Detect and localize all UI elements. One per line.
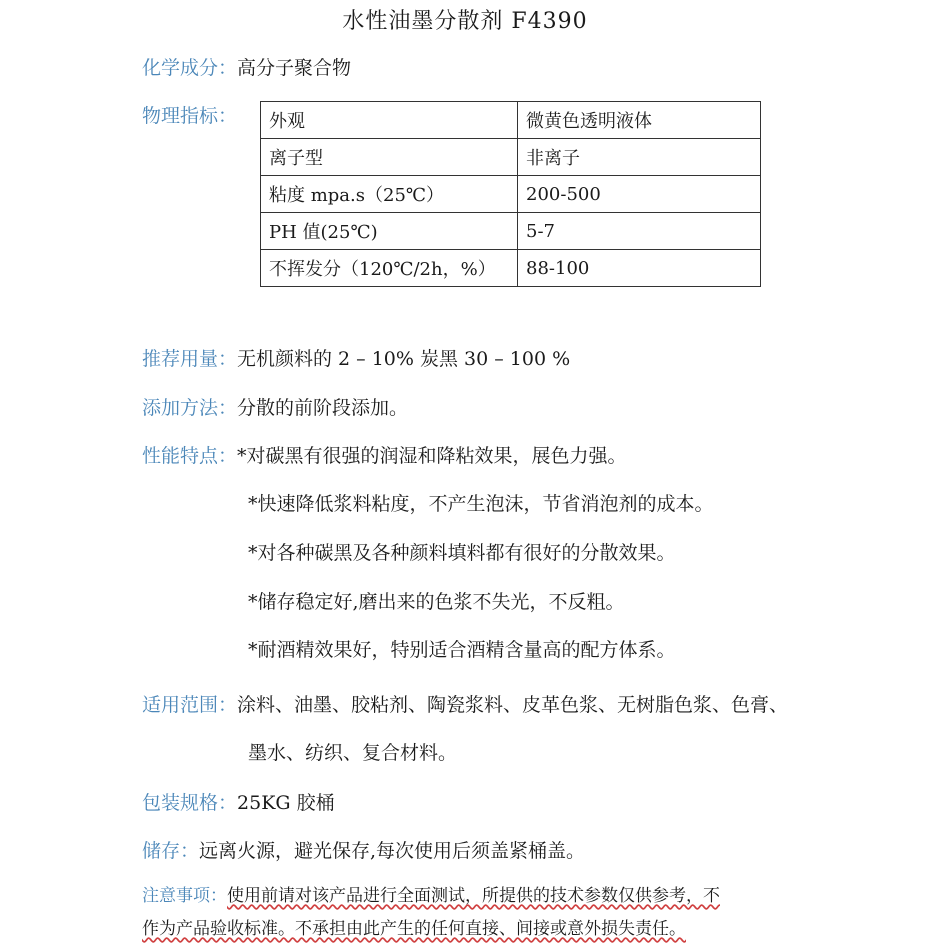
method-row — [142, 393, 408, 420]
spec-key: 不挥发分（120℃/2h，%） — [261, 250, 518, 287]
feature-item: *储存稳定好,磨出来的色浆不失光，不反粗。 — [248, 591, 625, 613]
applications-line1: 涂料、油墨、胶粘剂、陶瓷浆料、皮革色浆、无树脂色浆、色膏、 — [237, 694, 789, 716]
spec-value: 非离子 — [518, 139, 761, 176]
feature-item: *快速降低浆料粘度，不产生泡沫，节省消泡剂的成本。 — [248, 493, 714, 515]
notice-line2: 作为产品验收标准。不承担由此产生的任何直接、间接或意外损失责任。 — [142, 919, 686, 939]
applications-label: 适用范围： — [142, 694, 238, 716]
physical-specs-table — [260, 101, 761, 287]
physical-label: 物理指标： — [142, 105, 238, 127]
method-label: 添加方法： — [142, 397, 238, 419]
table-row — [261, 176, 761, 213]
composition-value: 高分子聚合物 — [237, 57, 352, 79]
storage-value: 远离火源，避光保存,每次使用后须盖紧桶盖。 — [199, 840, 586, 862]
spec-value: 200-500 — [518, 176, 761, 213]
table-row — [261, 213, 761, 250]
packaging-row — [142, 788, 335, 815]
notice-label: 注意事项： — [142, 886, 227, 906]
applications-line2: 墨水、纺织、复合材料。 — [248, 742, 458, 764]
physical-label-row — [142, 101, 237, 128]
spec-value: 88-100 — [518, 250, 761, 287]
spec-key: 外观 — [261, 102, 518, 139]
packaging-label: 包装规格： — [142, 792, 238, 814]
table-row — [261, 139, 761, 176]
composition-row — [142, 53, 351, 80]
spec-key: PH 值(25℃) — [261, 213, 518, 250]
spec-value: 5-7 — [518, 213, 761, 250]
composition-label: 化学成分： — [142, 57, 238, 79]
dosage-row — [142, 344, 570, 371]
method-value: 分散的前阶段添加。 — [237, 397, 409, 419]
notice-line1: 使用前请对该产品进行全面测试，所提供的技术参数仅供参考，不 — [227, 886, 720, 906]
table-row — [261, 250, 761, 287]
dosage-value: 无机颜料的 2 – 10% 炭黑 30 – 100 % — [237, 348, 571, 370]
storage-row — [142, 836, 585, 863]
packaging-value: 25KG 胶桶 — [237, 792, 335, 814]
features-row — [142, 441, 627, 468]
document-title: 水性油墨分散剂 F4390 — [342, 9, 588, 34]
storage-label: 储存： — [142, 840, 200, 862]
dosage-label: 推荐用量： — [142, 348, 238, 370]
features-label: 性能特点： — [142, 445, 238, 467]
spec-key: 粘度 mpa.s（25℃） — [261, 176, 518, 213]
table-row — [261, 102, 761, 139]
feature-item: *对各种碳黑及各种颜料填料都有很好的分散效果。 — [248, 542, 676, 564]
feature-item: *对碳黑有很强的润湿和降粘效果，展色力强。 — [237, 445, 627, 467]
spec-value: 微黄色透明液体 — [518, 102, 761, 139]
feature-item: *耐酒精效果好，特别适合酒精含量高的配方体系。 — [248, 639, 676, 661]
notice-block — [142, 880, 802, 946]
spec-key: 离子型 — [261, 139, 518, 176]
applications-row — [142, 690, 788, 717]
